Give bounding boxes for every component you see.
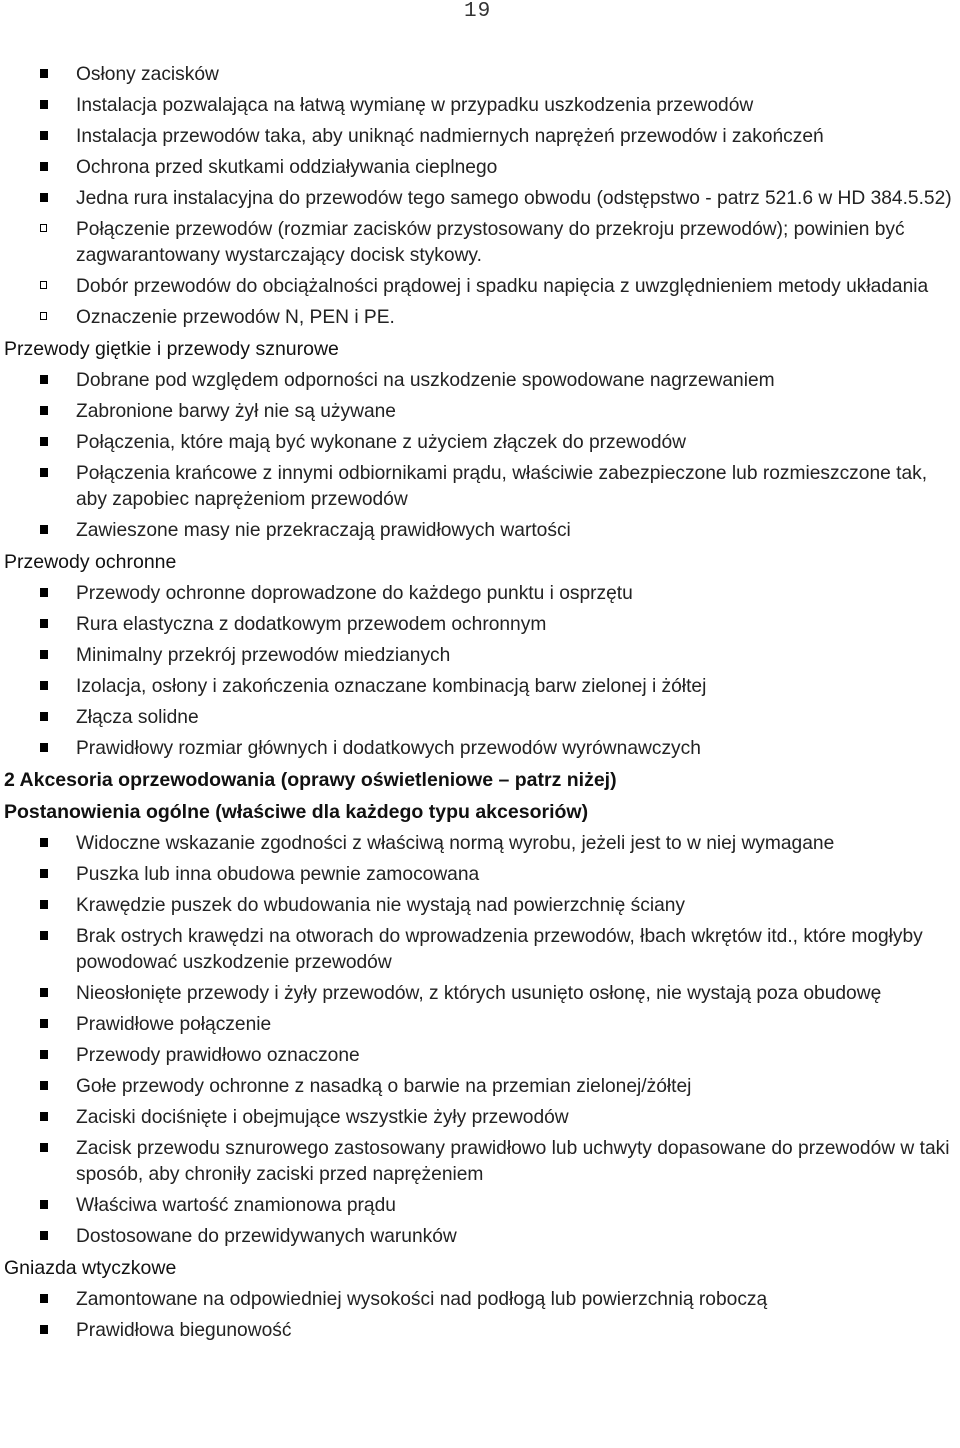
bullet-icon bbox=[40, 1050, 48, 1059]
list-item bbox=[0, 1287, 960, 1313]
list-item-text: Właściwa wartość znamionowa prądu bbox=[76, 1195, 396, 1216]
bullet-icon bbox=[40, 100, 48, 109]
bullet-icon bbox=[40, 681, 48, 690]
list-item-text: Oznaczenie przewodów N, PEN i PE. bbox=[76, 307, 395, 328]
list-item bbox=[0, 674, 960, 700]
bullet-icon bbox=[40, 1019, 48, 1028]
list-item-text: Dobór przewodów do obciążalności prądowej i spadku napięcia z uwzględnieniem metody układania bbox=[76, 276, 929, 297]
bullet-icon bbox=[40, 1325, 48, 1334]
list-item bbox=[0, 305, 960, 331]
list-item-text: Prawidłowy rozmiar głównych i dodatkowych przewodów wyrównawczych bbox=[76, 738, 701, 759]
document-body bbox=[0, 62, 960, 1349]
bullet-icon bbox=[40, 131, 48, 140]
list-item bbox=[0, 1043, 960, 1069]
list-item bbox=[0, 924, 960, 976]
bullet-icon bbox=[40, 1231, 48, 1240]
bullet-icon bbox=[40, 375, 48, 384]
list-item bbox=[0, 274, 960, 300]
list-item-text: Widoczne wskazanie zgodności z właściwą normą wyrobu, jeżeli jest to w niej wymagane bbox=[76, 833, 835, 854]
list-item bbox=[0, 217, 960, 269]
list-item bbox=[0, 612, 960, 638]
list-item bbox=[0, 93, 960, 119]
list-item bbox=[0, 368, 960, 394]
list-item-text: Zaciski dociśnięte i obejmujące wszystkie żyły przewodów bbox=[76, 1107, 569, 1128]
page-number: 19 bbox=[464, 0, 492, 23]
bullet-icon bbox=[40, 588, 48, 597]
list-item-text: Zawieszone masy nie przekraczają prawidłowych wartości bbox=[76, 520, 571, 541]
bullet-icon bbox=[40, 162, 48, 171]
list-item bbox=[0, 1193, 960, 1219]
bullet-icon bbox=[40, 193, 48, 202]
list-item bbox=[0, 643, 960, 669]
list-item-text: Przewody prawidłowo oznaczone bbox=[76, 1045, 360, 1066]
list-item-text: Osłony zacisków bbox=[76, 64, 219, 85]
bullet-icon bbox=[40, 437, 48, 446]
list-item bbox=[0, 1318, 960, 1344]
list-item-text: Izolacja, osłony i zakończenia oznaczane kombinacją barw zielonej i żółtej bbox=[76, 676, 707, 697]
list-item bbox=[0, 461, 960, 513]
list-item bbox=[0, 1012, 960, 1038]
list-item-text: Instalacja przewodów taka, aby uniknąć nadmiernych naprężeń przewodów i zakończeń bbox=[76, 126, 824, 147]
list-item bbox=[0, 831, 960, 857]
bullet-icon bbox=[40, 224, 47, 232]
list-item-text: Prawidłowe połączenie bbox=[76, 1014, 272, 1035]
section-heading-sockets: Gniazda wtyczkowe bbox=[4, 1257, 177, 1279]
list-item bbox=[0, 518, 960, 544]
list-item-text: Połączenia, które mają być wykonane z użyciem złączek do przewodów bbox=[76, 432, 687, 453]
section-heading-accessories: 2 Akcesoria oprzewodowania (oprawy oświetleniowe – patrz niżej) bbox=[4, 769, 617, 791]
bullet-icon bbox=[40, 312, 47, 320]
bullet-icon bbox=[40, 1143, 48, 1152]
list-item bbox=[0, 399, 960, 425]
bullet-icon bbox=[40, 838, 48, 847]
bullet-icon bbox=[40, 406, 48, 415]
list-item bbox=[0, 705, 960, 731]
list-item-text: Gołe przewody ochronne z nasadką o barwie na przemian zielonej/żółtej bbox=[76, 1076, 692, 1097]
list-item-text: Nieosłonięte przewody i żyły przewodów, z których usunięto osłonę, nie wystają poza obudowę bbox=[76, 983, 882, 1004]
list-item-text: Puszka lub inna obudowa pewnie zamocowana bbox=[76, 864, 480, 885]
list-item bbox=[0, 981, 960, 1007]
bullet-icon bbox=[40, 869, 48, 878]
list-item-text: Ochrona przed skutkami oddziaływania cieplnego bbox=[76, 157, 498, 178]
bullet-icon bbox=[40, 650, 48, 659]
list-item-text: Jedna rura instalacyjna do przewodów tego samego obwodu (odstępstwo - patrz 521.6 w HD 384.5.52) bbox=[76, 188, 952, 209]
bullet-icon bbox=[40, 525, 48, 534]
list-item bbox=[0, 862, 960, 888]
list-item bbox=[0, 1224, 960, 1250]
list-item bbox=[0, 155, 960, 181]
bullet-icon bbox=[40, 619, 48, 628]
list-item-text: Krawędzie puszek do wbudowania nie wystają nad powierzchnię ściany bbox=[76, 895, 686, 916]
list-item bbox=[0, 893, 960, 919]
list-item-text: Dobrane pod względem odporności na uszkodzenie spowodowane nagrzewaniem bbox=[76, 370, 775, 391]
bullet-icon bbox=[40, 1294, 48, 1303]
list-item bbox=[0, 581, 960, 607]
list-item bbox=[0, 1105, 960, 1131]
bullet-icon bbox=[40, 931, 48, 940]
list-item-text: Połączenia krańcowe z innymi odbiornikami prądu, właściwie zabezpieczone lub rozmieszczone tak, aby zapobiec naprężeniom przewodów bbox=[76, 463, 928, 510]
list-item-text: Zabronione barwy żył nie są używane bbox=[76, 401, 396, 422]
bullet-icon bbox=[40, 69, 48, 78]
bullet-icon bbox=[40, 743, 48, 752]
list-item bbox=[0, 62, 960, 88]
bullet-icon bbox=[40, 712, 48, 721]
list-item-text: Minimalny przekrój przewodów miedzianych bbox=[76, 645, 451, 666]
bullet-icon bbox=[40, 468, 48, 477]
list-item-text: Zacisk przewodu sznurowego zastosowany prawidłowo lub uchwyty dopasowane do przewodów w taki sposób, aby chroniły zaciski przed naprężeniem bbox=[76, 1138, 950, 1185]
list-item bbox=[0, 1074, 960, 1100]
section-heading-flexible: Przewody giętkie i przewody sznurowe bbox=[4, 338, 339, 360]
section-heading-protective: Przewody ochronne bbox=[4, 551, 177, 573]
list-item-text: Połączenie przewodów (rozmiar zacisków przystosowany do przekroju przewodów); powinien być zagwarantowany wystarczający docisk stykowy. bbox=[76, 219, 905, 266]
list-item-text: Brak ostrych krawędzi na otworach do wprowadzenia przewodów, łbach wkrętów itd., które mogłyby powodować uszkodzenie przewodów bbox=[76, 926, 923, 973]
bullet-icon bbox=[40, 1112, 48, 1121]
list-item-text: Instalacja pozwalająca na łatwą wymianę w przypadku uszkodzenia przewodów bbox=[76, 95, 754, 116]
list-item bbox=[0, 736, 960, 762]
list-item-text: Zamontowane na odpowiedniej wysokości nad podłogą lub powierzchnią roboczą bbox=[76, 1289, 768, 1310]
list-item bbox=[0, 124, 960, 150]
bullet-icon bbox=[40, 900, 48, 909]
list-item bbox=[0, 430, 960, 456]
list-item-text: Prawidłowa biegunowość bbox=[76, 1320, 292, 1341]
list-item-text: Rura elastyczna z dodatkowym przewodem ochronnym bbox=[76, 614, 547, 635]
list-item-text: Dostosowane do przewidywanych warunków bbox=[76, 1226, 457, 1247]
bullet-icon bbox=[40, 988, 48, 997]
list-item bbox=[0, 186, 960, 212]
bullet-icon bbox=[40, 1081, 48, 1090]
bullet-icon bbox=[40, 281, 47, 289]
list-item-text: Przewody ochronne doprowadzone do każdego punktu i osprzętu bbox=[76, 583, 633, 604]
bullet-icon bbox=[40, 1200, 48, 1209]
section-subheading-general: Postanowienia ogólne (właściwe dla każdego typu akcesoriów) bbox=[4, 801, 589, 823]
list-item-text: Złącza solidne bbox=[76, 707, 199, 728]
list-item bbox=[0, 1136, 960, 1188]
